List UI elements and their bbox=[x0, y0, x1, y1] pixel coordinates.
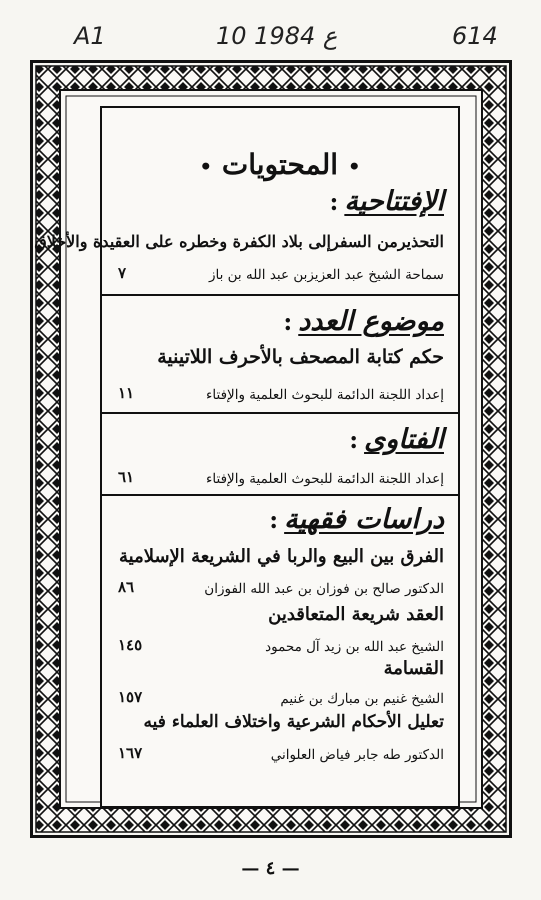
article-title: القسامة bbox=[383, 658, 444, 679]
contents-heading bbox=[102, 148, 458, 181]
section-title: موضوع العدد bbox=[298, 306, 444, 337]
divider bbox=[102, 412, 458, 414]
toc-entry bbox=[114, 636, 444, 655]
toc-entry bbox=[114, 578, 444, 597]
section-colon: : bbox=[349, 425, 359, 454]
section-title: الإفتتاحية bbox=[344, 186, 444, 217]
article-author: الدكتور طه جابر فياض العلواني bbox=[270, 747, 444, 763]
section-fatwas bbox=[114, 424, 444, 455]
bullet-icon: • bbox=[347, 154, 361, 179]
article-title: الفرق بين البيع والربا في الشريعة الإسلامية bbox=[118, 546, 444, 567]
page-ref: ١٤٥ bbox=[118, 636, 143, 654]
handwritten-note-right: 614 bbox=[452, 22, 498, 50]
section-colon: : bbox=[269, 505, 279, 534]
page-ref: ١١ bbox=[118, 384, 135, 402]
page-ref: ٨٦ bbox=[118, 578, 135, 596]
article-title: التحذيرمن السفرإلى بلاد الكفرة وخطره على العقيدة والأخلاق bbox=[34, 232, 444, 251]
handwritten-note-date: 10 ع 1984 bbox=[216, 22, 338, 50]
toc-entry bbox=[114, 744, 444, 763]
toc-entry bbox=[114, 688, 444, 707]
article-author: إعداد اللجنة الدائمة للبحوث العلمية والإفتاء bbox=[206, 387, 444, 403]
section-issue-topic bbox=[114, 306, 444, 337]
page-number: — ٤ — bbox=[241, 858, 300, 879]
article-author: الشيخ عبد الله بن زيد آل محمود bbox=[265, 639, 444, 655]
section-editorial bbox=[114, 186, 444, 217]
section-colon: : bbox=[329, 187, 339, 216]
contents-panel bbox=[34, 106, 460, 808]
page-title: المحتويات bbox=[221, 148, 339, 181]
toc-entry bbox=[114, 468, 444, 487]
handwritten-note-left: A1 bbox=[74, 22, 106, 50]
page-ref: ١٦٧ bbox=[118, 744, 143, 762]
article-author: سماحة الشيخ عبد العزيزبن عبد الله بن باز bbox=[208, 267, 444, 283]
article-title: تعليل الأحكام الشرعية واختلاف العلماء فيه bbox=[143, 712, 444, 732]
article-author: الشيخ غنيم بن مبارك بن غنيم bbox=[280, 691, 444, 707]
toc-entry bbox=[114, 264, 444, 283]
divider bbox=[102, 494, 458, 496]
article-author: إعداد اللجنة الدائمة للبحوث العلمية والإفتاء bbox=[206, 471, 444, 487]
page-ref: ٧ bbox=[118, 264, 127, 282]
section-title: دراسات فقهية bbox=[284, 504, 444, 535]
article-title: حكم كتابة المصحف بالأحرف اللاتينية bbox=[157, 346, 444, 368]
page-ref: ٦١ bbox=[118, 468, 135, 486]
section-title: الفتاوى bbox=[364, 424, 444, 455]
section-fiqh-studies bbox=[114, 504, 444, 535]
bullet-icon: • bbox=[199, 154, 213, 179]
section-colon: : bbox=[283, 307, 293, 336]
toc-entry bbox=[114, 384, 444, 403]
article-author: الدكتور صالح بن فوزان بن عبد الله الفوزان bbox=[204, 581, 444, 597]
divider bbox=[102, 294, 458, 296]
article-title: العقد شريعة المتعاقدين bbox=[268, 604, 444, 625]
page-ref: ١٥٧ bbox=[118, 688, 143, 706]
